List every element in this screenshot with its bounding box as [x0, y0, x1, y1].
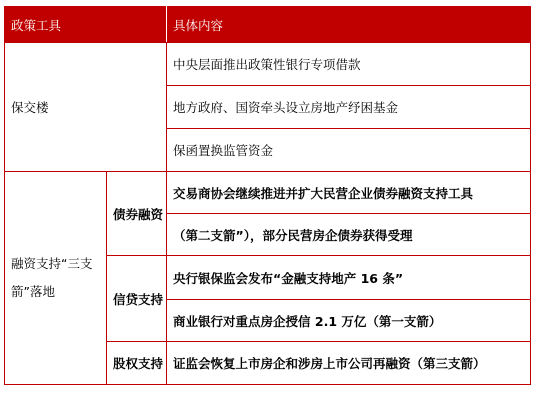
header-policy-tool: 政策工具	[5, 7, 167, 43]
content-cell: 交易商协会继续推进并扩大民营企业债券融资支持工具	[167, 172, 531, 214]
subsection-label-equity: 股权支持	[107, 342, 167, 385]
subsection-label-bond: 债券融资	[107, 172, 167, 256]
table-row	[5, 43, 531, 86]
subsection-label-credit: 信贷支持	[107, 256, 167, 342]
table-header-row	[5, 7, 531, 43]
content-cell: （第二支箭”），部分民营房企债券获得受理	[167, 214, 531, 256]
content-cell: 中央层面推出政策性银行专项借款	[167, 43, 531, 86]
content-cell: 证监会恢复上市房企和涉房上市公司再融资（第三支箭）	[167, 342, 531, 385]
section-label-baojiaolou: 保交楼	[5, 43, 167, 172]
content-cell: 地方政府、国资牵头设立房地产纾困基金	[167, 86, 531, 129]
section-label-financing: 融资支持“三支箭”落地	[5, 172, 107, 385]
content-cell: 央行银保监会发布“金融支持地产 16 条”	[167, 256, 531, 300]
content-cell: 商业银行对重点房企授信 2.1 万亿（第一支箭）	[167, 300, 531, 342]
policy-table	[4, 6, 531, 385]
table-row	[5, 172, 531, 214]
header-content: 具体内容	[167, 7, 531, 43]
content-cell: 保函置换监管资金	[167, 129, 531, 172]
